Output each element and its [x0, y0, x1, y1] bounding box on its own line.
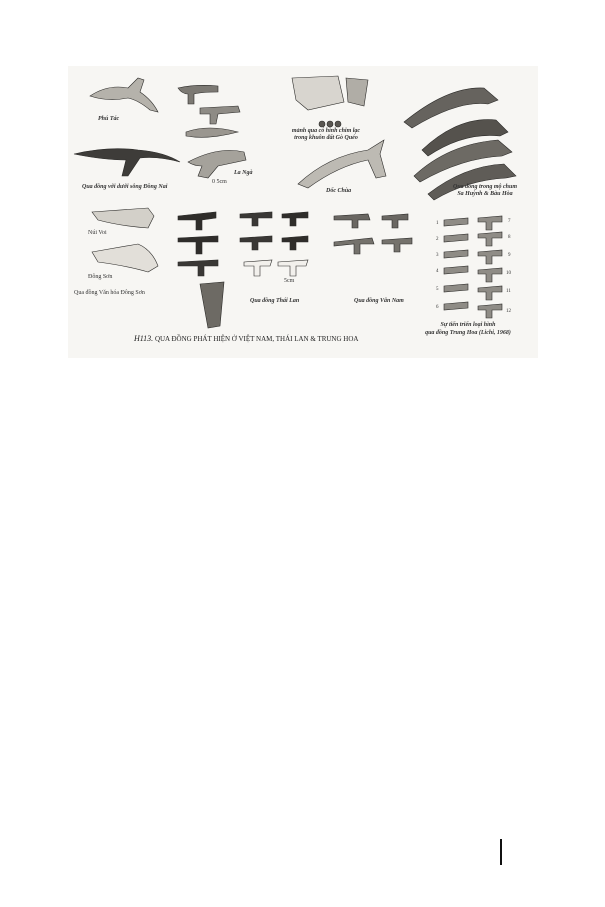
scale-bar: 0 5cm — [212, 179, 227, 185]
sequence-number: 7 — [508, 219, 511, 224]
van-nam-qua-2 — [382, 214, 408, 228]
go-queo-bead-2 — [327, 121, 333, 127]
caption-nui-voi: Núi Voi — [88, 230, 107, 236]
trung-hoa-qua-7 — [478, 216, 502, 230]
thai-lan-qua-10 — [200, 282, 224, 328]
sequence-number: 11 — [506, 289, 511, 294]
sequence-number: 6 — [436, 305, 439, 310]
figure-title — [134, 334, 358, 343]
trung-hoa-qua-8 — [478, 232, 502, 246]
caption-trung-hoa-line1: Sự tiến triển loại hình — [440, 322, 496, 328]
thai-lan-qua-6 — [282, 212, 308, 226]
trung-hoa-qua-11 — [478, 286, 502, 300]
sequence-number: 3 — [436, 253, 439, 258]
go-queo-fragment-1 — [292, 76, 344, 110]
figure-number: H113. — [134, 334, 154, 343]
sequence-number: 12 — [506, 309, 511, 314]
van-nam-qua-1 — [334, 214, 370, 228]
caption-dong-nai: Qua đồng với dưới sông Đồng Nai — [82, 184, 168, 190]
la-nga-qua-3 — [186, 128, 238, 137]
thai-lan-qua-5 — [240, 236, 272, 250]
caption-sa-huynh-line1: Qua đồng trong mộ chum — [452, 184, 518, 190]
sequence-number: 5 — [436, 287, 439, 292]
caption-doc-chua: Dốc Chùa — [326, 188, 352, 194]
scale-bar-thai-lan: 5cm — [284, 278, 295, 284]
figure-plate — [68, 66, 538, 358]
caption-trung-hoa-line2: qua đồng Trung Hoa (Lichi, 1968) — [425, 330, 511, 336]
caption-van-nam: Qua đồng Vân Nam — [354, 298, 404, 304]
sequence-number: 1 — [436, 221, 439, 226]
trung-hoa-qua-12 — [478, 304, 502, 318]
trung-hoa-qua-2 — [444, 234, 468, 242]
sequence-number: 9 — [508, 253, 511, 258]
caption-la-nga: La Ngà — [234, 170, 253, 176]
caption-go-queo-line1: mảnh qua có hình chim lạc — [291, 128, 361, 134]
nui-voi-qua — [92, 208, 154, 228]
go-queo-bead-3 — [335, 121, 341, 127]
phu-tac-qua — [90, 78, 158, 112]
figure-caption: QUA ĐỒNG PHÁT HIỆN Ở VIỆT NAM, THÁI LAN & TRUNG HOA — [154, 335, 359, 343]
thai-lan-qua-1 — [178, 212, 216, 230]
sequence-number: 10 — [506, 271, 511, 276]
dong-son-qua — [92, 244, 158, 272]
trung-hoa-qua-6 — [444, 302, 468, 310]
trung-hoa-qua-1 — [444, 218, 468, 226]
dong-nai-qua — [74, 149, 180, 176]
artifact-drawings — [68, 66, 538, 358]
thai-lan-qua-4 — [240, 212, 272, 226]
thai-lan-qua-8 — [244, 260, 272, 276]
thai-lan-qua-3 — [178, 260, 218, 276]
thai-lan-qua-7 — [282, 236, 308, 250]
doc-chua-qua — [298, 140, 386, 188]
caption-sa-huynh-line2: Sa Huỳnh & Bàu Hòa — [457, 191, 513, 197]
trung-hoa-qua-10 — [478, 268, 502, 282]
trung-hoa-qua-9 — [478, 250, 502, 264]
caption-van-hoa-dong-son: Qua đồng Văn hóa Đông Sơn — [74, 290, 145, 296]
la-nga-qua-1 — [178, 85, 218, 104]
thai-lan-qua-2 — [178, 236, 218, 254]
page-marker — [500, 839, 502, 865]
sequence-number: 2 — [436, 237, 439, 242]
caption-phu-tac: Phú Tác — [98, 116, 120, 122]
van-nam-qua-4 — [382, 238, 412, 252]
thai-lan-qua-9 — [278, 260, 308, 276]
caption-thai-lan: Qua đồng Thái Lan — [250, 298, 300, 304]
trung-hoa-qua-4 — [444, 266, 468, 274]
go-queo-bead-1 — [319, 121, 325, 127]
caption-dong-son: Đông Sơn — [88, 274, 113, 280]
go-queo-fragment-2 — [346, 78, 368, 106]
trung-hoa-qua-3 — [444, 250, 468, 258]
van-nam-qua-3 — [334, 238, 374, 254]
trung-hoa-qua-5 — [444, 284, 468, 292]
la-nga-qua-2 — [200, 106, 240, 124]
sequence-number: 8 — [508, 235, 511, 240]
sequence-number: 4 — [436, 269, 439, 274]
caption-go-queo-line2: trong khuôn đất Gò Quéo — [294, 135, 358, 141]
